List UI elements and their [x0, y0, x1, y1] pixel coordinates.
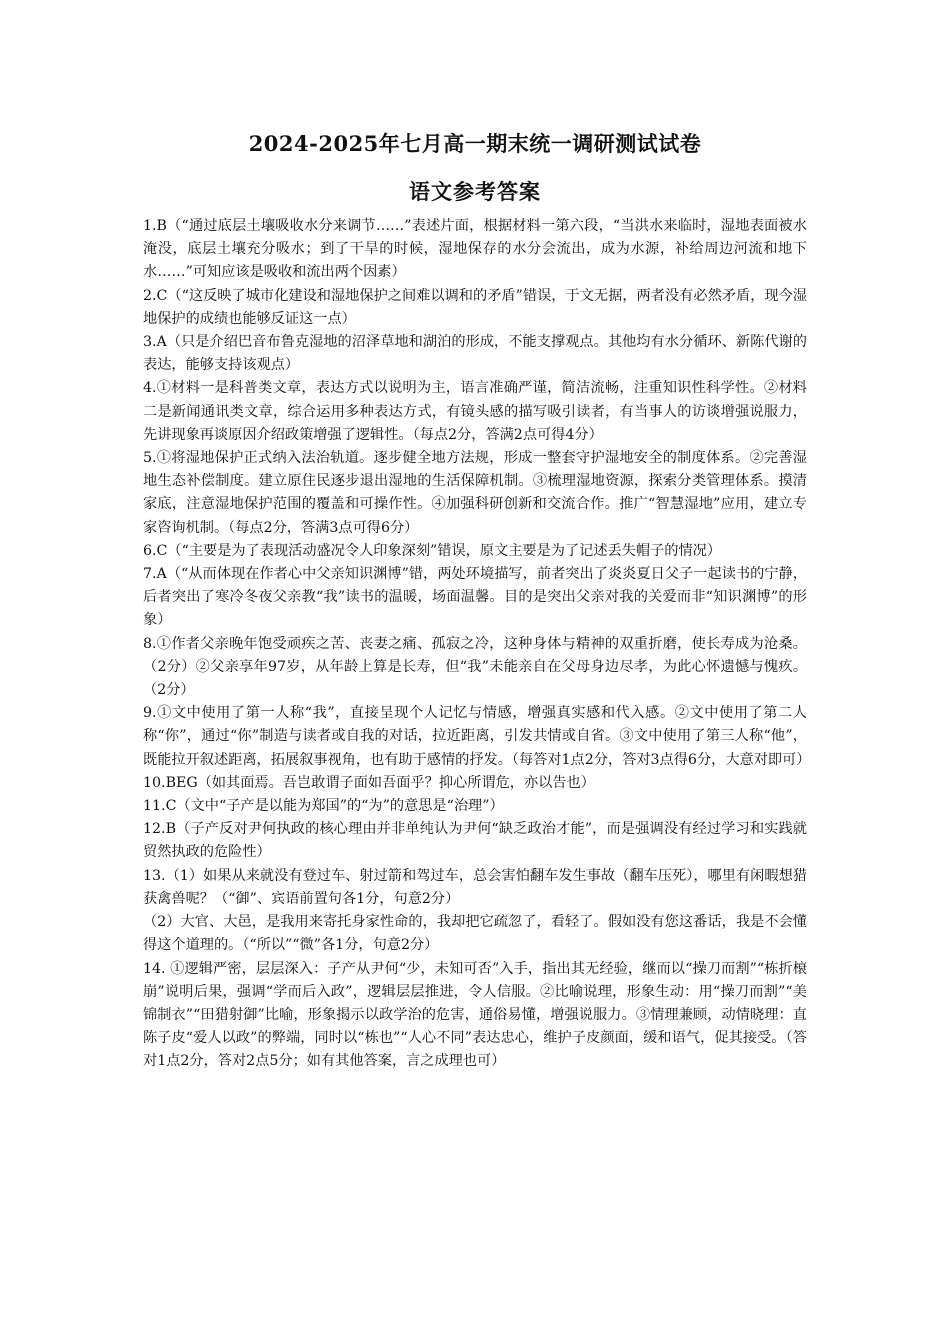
answer-item: 12.B（子产反对尹何执政的核心理由并非单纯认为尹何“缺乏政治才能”，而是强调没有经过学习和实践就贸然执政的危险性）: [143, 821, 807, 861]
answer-item: 2.C（“这反映了城市化建设和湿地保护之间难以调和的矛盾”错误，于文无据，两者没有必然矛盾，现今湿地保护的成绩也能够反证这一点）: [143, 287, 807, 327]
answer-item: 7.A（“从而体现在作者心中父亲知识渊博”错，两处环境描写，前者突出了炎炎夏日父子一起读书的宁静，后者突出了寒冷冬夜父亲教“我”读书的温暖，场面温馨。目的是突出父亲对我的关爱而非“知识渊博”的形象）: [143, 566, 808, 629]
answer-item: 10.BEG（如其面焉。吾岂敢谓子面如吾面乎？抑心所谓危，亦以告也）: [143, 774, 595, 791]
answer-list: [143, 215, 811, 1074]
answer-item: 9.①文中使用了第一人称“我”，直接呈现个人记忆与情感，增强真实感和代入感。②文中使用了第二人称“你”，通过“你”制造与读者或自我的对话，拉近距离，引发共情或自省。③文中使用了第三人称“他”，既能拉开叙述距离，拓展叙事视角，也有助于感情的抒发。（每答对1点2分，答对3点得6分，大意对即可）: [143, 705, 811, 768]
answer-item: （2）大官、大邑，是我用来寄托身家性命的，我却把它疏忽了，看轻了。假如没有您这番话，我是不会懂得这个道理的。（“所以”“微”各1分，句意2分）: [143, 914, 807, 954]
answer-item: 5.①将湿地保护正式纳入法治轨道。逐步健全地方法规，形成一整套守护湿地安全的制度体系。②完善湿地生态补偿制度。建立原住民逐步退出湿地的生活保障机制。③梳理湿地资源，探索分类管理体系。摸清家底，注意湿地保护范围的覆盖和可操作性。④加强科研创新和交流合作。推广“智慧湿地”应用，建立专家咨询机制。（每点2分，答满3点可得6分）: [143, 450, 807, 536]
answer-item: 6.C（“主要是为了表现活动盛况令人印象深刻”错误，原文主要是为了记述丢失帽子的情况）: [143, 542, 722, 559]
document-subtitle: 语文参考答案: [409, 179, 541, 204]
document-title: 2024-2025年七月高一期末统一调研测试试卷: [248, 131, 702, 156]
answer-item: 8.①作者父亲晚年饱受顽疾之苦、丧妻之痛、孤寂之冷，这种身体与精神的双重折磨，使长寿成为沧桑。（2分）②父亲享年97岁，从年龄上算是长寿，但“我”未能亲自在父母身边尽孝，为此心怀遗憾与愧疚。（2分）: [143, 635, 807, 699]
answer-item: 1.B（“通过底层土壤吸收水分来调节……”表述片面，根据材料一第六段，“当洪水来临时，湿地表面被水淹没，底层土壤充分吸水；到了干旱的时候，湿地保存的水分会流出，成为水源，补给周边河流和地下水……”可知应该是吸收和流出两个因素）: [143, 218, 807, 281]
answer-item: 14. ①逻辑严密，层层深入：子产从尹何“少，未知可否”入手，指出其无经验，继而以“操刀而割”“栋折榱崩”说明后果，强调“学而后入政”，逻辑层层推进，令人信服。②比喻说理，形象生动：用“操刀而割”“美锦制衣”“田猎射御”比喻，形象揭示以政学治的危害，通俗易懂，增强说服力。③情理兼顾，动情晓理：直陈子皮“爱人以政”的弊端，同时以“栋也”“人心不同”表达忠心，维护子皮颜面，缓和语气，促其接受。（答对1点2分，答对2点5分；如有其他答案，言之成理也可）: [143, 960, 807, 1070]
answer-item: 4.①材料一是科普类文章，表达方式以说明为主，语言准确严谨，简洁流畅，注重知识性科学性。②材料二是新闻通讯类文章，综合运用多种表达方式，有镜头感的描写吸引读者，有当事人的访谈增强说服力，先讲现象再谈原因介绍政策增强了逻辑性。（每点2分，答满2点可得4分）: [143, 380, 807, 443]
answer-item: 13.（1）如果从来就没有登过车、射过箭和驾过车，总会害怕翻车发生事故（翻车压死），哪里有闲暇想猎获禽兽呢？（“御”、宾语前置句各1分，句意2分）: [143, 867, 807, 907]
answer-item: 3.A（只是介绍巴音布鲁克湿地的沼泽草地和湖泊的形成，不能支撑观点。其他均有水分循环、新陈代谢的表达，能够支持该观点）: [143, 334, 807, 374]
answer-item: 11.C（文中“子产是以能为郑国”的“为”的意思是“治理”）: [143, 798, 504, 815]
